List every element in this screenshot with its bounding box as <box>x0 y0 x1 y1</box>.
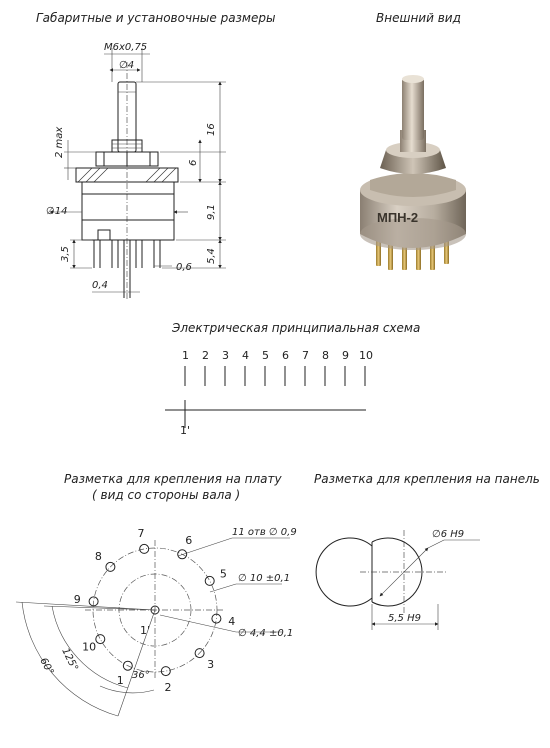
mount-hole-label-3: 3 <box>207 658 215 672</box>
mount-hole-5 <box>205 576 214 585</box>
plate-mount-pattern <box>16 527 297 716</box>
angle-36-label: 36° <box>132 670 150 681</box>
contact-label-10: 10 <box>359 349 373 362</box>
mount-hole-label-2: 2 <box>164 680 172 694</box>
contact-label-2: 2 <box>202 349 209 362</box>
pin-spacing-dim: 0,6 <box>176 262 192 273</box>
mount-hole-label-5: 5 <box>219 567 227 581</box>
mount-hole-10 <box>96 635 105 644</box>
mount-hole-label-4: 4 <box>228 614 236 628</box>
angle-125-label: 125° <box>59 646 80 673</box>
schematic-header: Электрическая принципиальная схема <box>172 321 421 335</box>
shaft-diameter-dim: ∅4 <box>119 60 135 71</box>
bushing-dim: 6 <box>188 159 199 166</box>
common-contact-label: 1' <box>180 424 191 437</box>
mount-hole-label-9: 9 <box>73 593 81 607</box>
mount-hole-label-7: 7 <box>137 527 145 541</box>
angle-60-label: 60° <box>37 656 56 678</box>
inner-circle-dim: ∅ 4,4 ±0,1 <box>238 628 294 639</box>
contact-label-5: 5 <box>262 349 269 362</box>
center-hole-label: 1' <box>140 624 151 637</box>
contact-label-4: 4 <box>242 349 249 362</box>
pin-width-dim: 0,4 <box>92 280 108 291</box>
contact-label-9: 9 <box>342 349 349 362</box>
lead-length-dim: 5,4 <box>206 248 217 264</box>
mount-hole-label-1: 1 <box>116 674 124 688</box>
product-image <box>360 75 466 270</box>
flange-thickness-dim: 2 max <box>54 126 65 158</box>
panel-hole-dim: ∅6 Н9 <box>432 529 465 540</box>
body-height-dim: 9,1 <box>206 204 217 220</box>
exterior-header: Внешний вид <box>376 11 461 25</box>
mount-hole-2 <box>161 667 170 676</box>
contact-label-6: 6 <box>282 349 289 362</box>
panel-mount-pattern <box>316 529 480 630</box>
hole-count-note: 11 отв ∅ 0,9 <box>232 527 297 538</box>
panel-mount-header: Разметка для крепления на панель <box>314 472 540 486</box>
plate-mount-header: Разметка для крепления на плату <box>64 472 282 486</box>
contact-label-1: 1 <box>182 349 189 362</box>
thread-dim: М6х0,75 <box>104 42 148 53</box>
mount-hole-label-8: 8 <box>94 549 102 563</box>
dimensions-header: Габаритные и установочные размеры <box>36 11 276 25</box>
contact-label-3: 3 <box>222 349 229 362</box>
plate-mount-note: ( вид со стороны вала ) <box>92 488 241 502</box>
outer-circle-dim: ∅ 10 ±0,1 <box>238 573 291 584</box>
contact-label-8: 8 <box>322 349 329 362</box>
body-diameter-dim: ∅14 <box>46 206 68 217</box>
panel-flat-dim: 5,5 Н9 <box>388 613 421 624</box>
mount-hole-label-10: 10 <box>82 640 97 654</box>
contact-label-7: 7 <box>302 349 309 362</box>
product-model-label: МПН-2 <box>377 210 419 225</box>
total-height-dim: 16 <box>206 123 217 136</box>
pin-height-dim: 3,5 <box>60 246 71 262</box>
outline-drawing <box>46 42 226 300</box>
electrical-schematic <box>165 349 373 437</box>
mount-hole-label-6: 6 <box>185 533 193 547</box>
